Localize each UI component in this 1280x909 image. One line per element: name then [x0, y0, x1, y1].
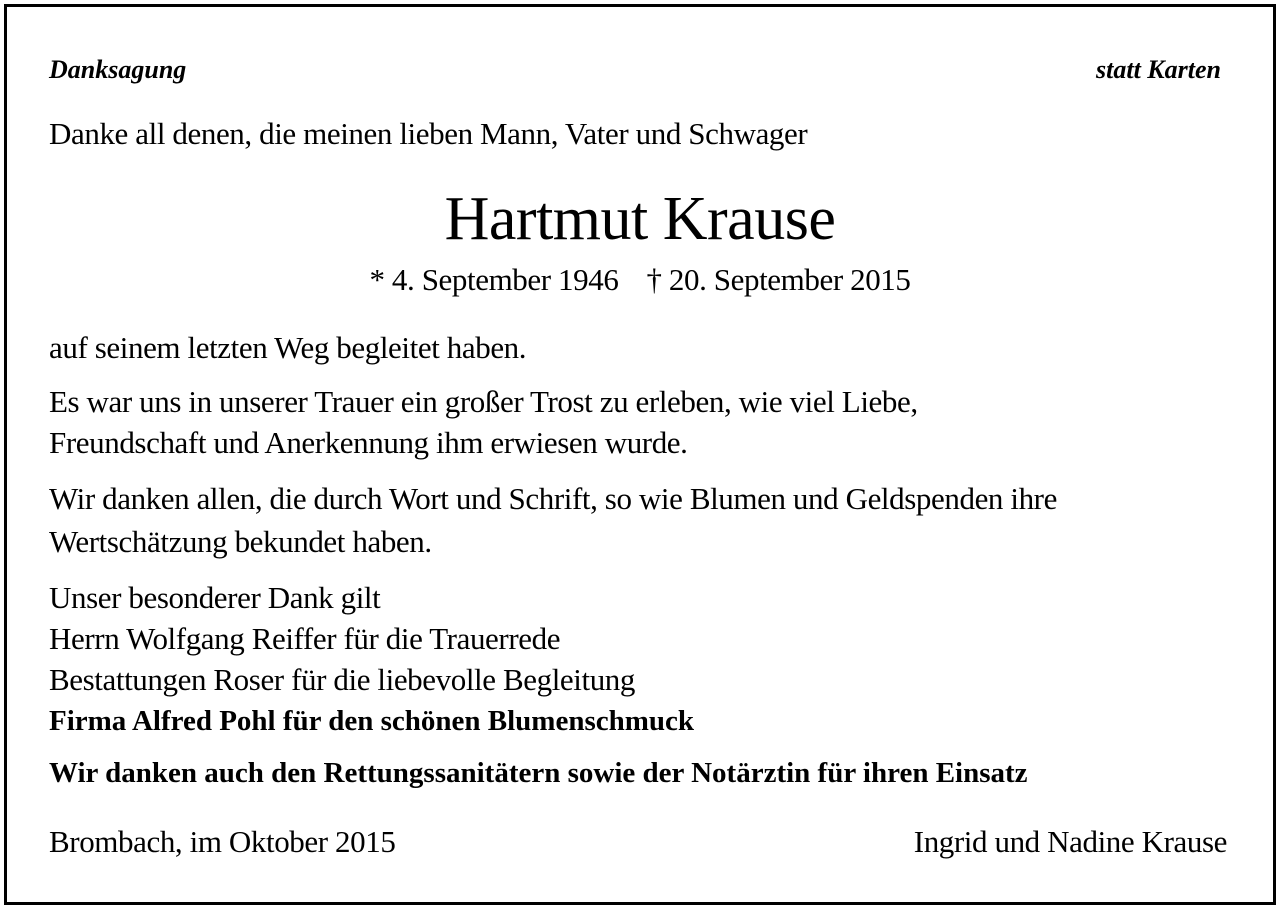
death-date: † 20. September 2015 [646, 262, 911, 297]
birth-date: * 4. September 1946 [369, 262, 619, 297]
thanks-line-3: Bestattungen Roser für die liebevolle Begleitung [49, 662, 636, 697]
deceased-name: Hartmut Krause [444, 185, 836, 253]
body-paragraph-danken-line-1: Wir danken allen, die durch Wort und Schrift, so wie Blumen und Geldspenden ihre [49, 481, 1057, 516]
intro-line: Danke all denen, die meinen lieben Mann, Vater und Schwager [49, 116, 808, 151]
header-danksagung: Danksagung [49, 55, 187, 84]
final-thanks-line: Wir danken auch den Rettungssanitätern sowie der Notärztin für ihren Einsatz [49, 757, 1028, 789]
header-statt-karten: statt Karten [1096, 55, 1221, 84]
signature: Ingrid und Nadine Krause [913, 824, 1227, 859]
body-paragraph-trost-line-1: Es war uns in unserer Trauer ein großer Trost zu erleben, wie viel Liebe, [49, 384, 918, 419]
thanks-line-2: Herrn Wolfgang Reiffer für die Trauerrede [49, 621, 561, 656]
thanks-line-1: Unser besonderer Dank gilt [49, 580, 381, 615]
body-paragraph-trost-line-2: Freundschaft und Anerkennung ihm erwiesen wurde. [49, 425, 688, 460]
life-dates [0, 262, 1280, 298]
body-line-last-way: auf seinem letzten Weg begleitet haben. [49, 330, 527, 365]
place-date: Brombach, im Oktober 2015 [49, 824, 396, 859]
thanks-line-4: Firma Alfred Pohl für den schönen Blumenschmuck [49, 705, 695, 737]
body-paragraph-danken-line-2: Wertschätzung bekundet haben. [49, 524, 432, 559]
